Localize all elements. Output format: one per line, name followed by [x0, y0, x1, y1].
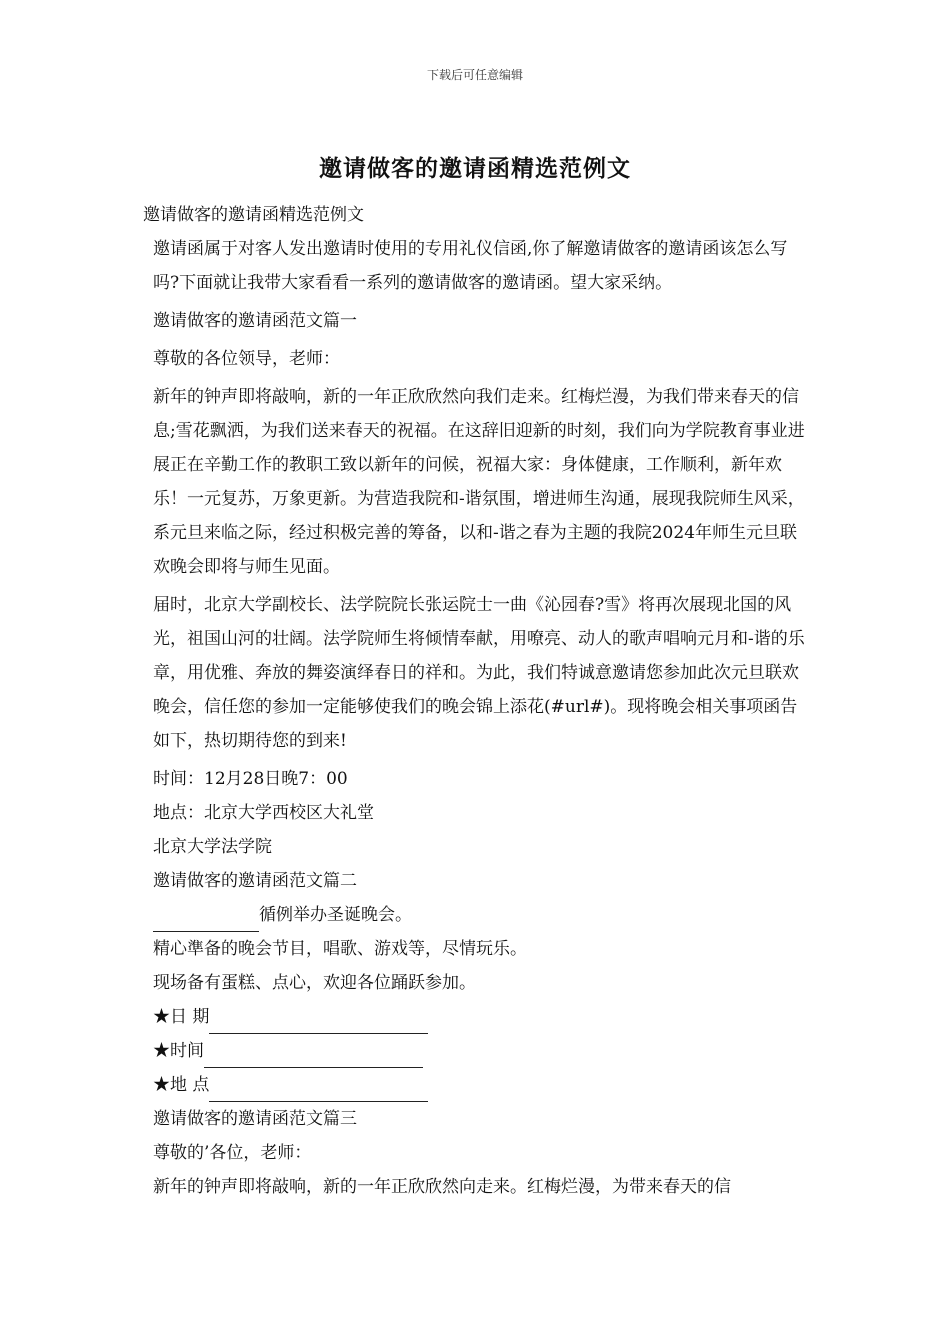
header-note: 下载后可任意编辑 [426, 68, 523, 82]
date-blank [209, 1012, 428, 1034]
date-field [143, 1000, 813, 1034]
section2-line-1 [143, 898, 813, 932]
section2-line-3: 现场备有蛋糕、点心，欢迎各位踊跃参加。 [153, 973, 476, 993]
intro-paragraph: 邀请函属于对客人发出邀请时使用的专用礼仪信函,你了解邀请做客的邀请函该怎么写吗?下面就让我带大家看看一系列的邀请做客的邀请函。望大家采纳。 [153, 239, 788, 293]
document-title: 邀请做客的邀请函精选范例文 [319, 155, 631, 182]
place-label: ★地 点 [153, 1075, 210, 1095]
date-label: ★日 期 [153, 1007, 210, 1027]
blank-line [153, 910, 259, 932]
time-field [143, 1034, 813, 1068]
signature: 北京大学法学院 [153, 837, 272, 857]
place-field [143, 1068, 813, 1102]
section3-paragraph-1: 新年的钟声即将敲响，新的一年正欣欣然向走来。红梅烂漫，为带来春天的信 [153, 1177, 731, 1197]
section3-salutation: 尊敬的’各位，老师： [153, 1143, 312, 1163]
section1-salutation: 尊敬的各位领导，老师： [153, 349, 340, 369]
section2-heading: 邀请做客的邀请函范文篇二 [153, 871, 357, 891]
subtitle: 邀请做客的邀请函精选范例文 [143, 205, 364, 225]
time-label: ★时间 [153, 1041, 204, 1061]
section1-paragraph-1: 新年的钟声即将敲响，新的一年正欣欣然向我们走来。红梅烂漫，为我们带来春天的信息;雪花飘洒，为我们送来春天的祝福。在这辞旧迎新的时刻，我们向为学院教育事业进展正在辛勤工作的教职工致以新年的问候，祝福大家：身体健康，工作顺利，新年欢乐！一元复苏，万象更新。为营造我院和-谐氛围，增进师生沟通，展现我院师生风采，系元旦来临之际，经过积极完善的筹备，以和-谐之春为主题的我院2024年师生元旦联欢晚会即将与师生见面。 [153, 387, 805, 577]
event-time: 时间：12月28日晚7：00 [153, 769, 348, 789]
section3-heading: 邀请做客的邀请函范文篇三 [153, 1109, 357, 1129]
section2-line-1-text: 循例举办圣诞晚会。 [259, 905, 412, 925]
section2-line-2: 精心準备的晚会节目，唱歌、游戏等，尽情玩乐。 [153, 939, 527, 959]
time-blank [204, 1046, 423, 1068]
document-body [143, 198, 813, 1204]
section1-heading: 邀请做客的邀请函范文篇一 [153, 311, 357, 331]
event-place: 地点：北京大学西校区大礼堂 [153, 803, 374, 823]
place-blank [209, 1080, 428, 1102]
section1-paragraph-2: 届时，北京大学副校长、法学院院长张运院士一曲《沁园春?雪》将再次展现北国的风光，祖国山河的壮阔。法学院师生将倾情奉献，用嘹亮、动人的歌声唱响元月和-谐的乐章，用优雅、奔放的舞姿演绎春日的祥和。为此，我们特诚意邀请您参加此次元旦联欢晚会，信任您的参加一定能够使我们的晚会锦上添花(#url#)。现将晚会相关事项函告如下，热切期待您的到来! [153, 595, 805, 751]
